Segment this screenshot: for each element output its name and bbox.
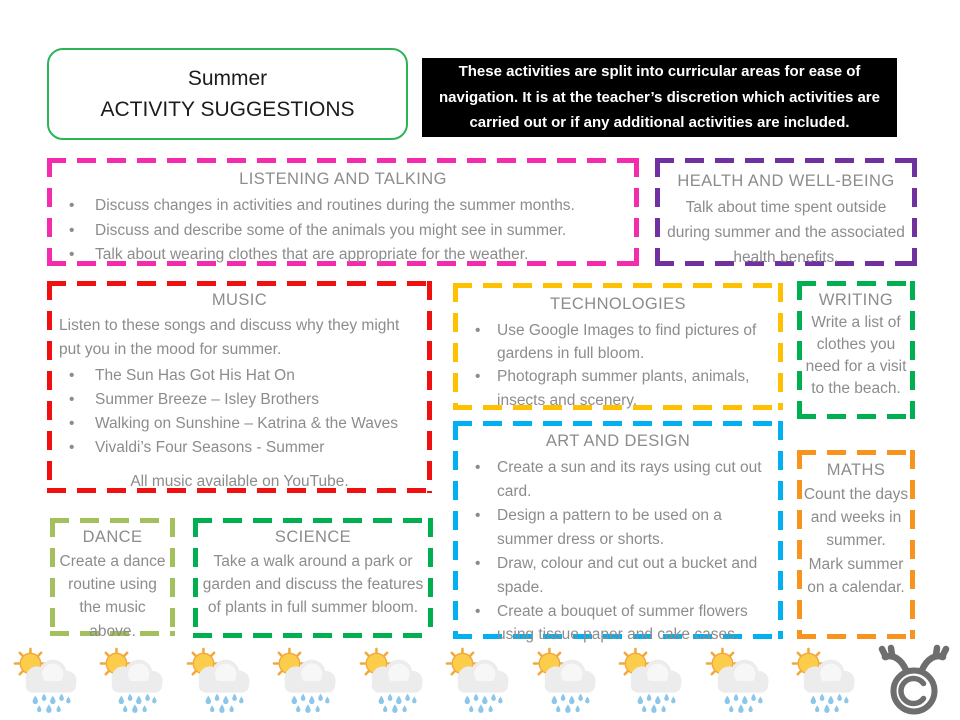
box-title: ART AND DESIGN	[545, 432, 691, 450]
technologies-box	[453, 283, 783, 410]
sun-cloud-rain-icon	[784, 646, 864, 716]
bullet-item: • Photograph summer plants, animals, insects and scenery.	[465, 365, 771, 412]
box-title: TECHNOLOGIES	[550, 295, 686, 313]
bullet-item: • Draw, colour and cut out a bucket and spade.	[465, 552, 771, 600]
sun-cloud-rain-icon	[525, 646, 605, 716]
writing-box	[797, 281, 915, 419]
bullet-item: • Talk about wearing clothes that are appropriate for the weather.	[59, 243, 627, 267]
bullet-item: • Use Google Images to find pictures of gardens in full bloom.	[465, 319, 771, 366]
box-text: Write a list of clothes you need for a visit to the beach.	[805, 314, 907, 398]
science-box	[193, 518, 433, 638]
sun-cloud-rain-icon	[179, 646, 259, 716]
maths-box	[797, 450, 915, 639]
bullet-item: • Discuss changes in activities and routines during the summer months.	[59, 194, 627, 218]
box-title: MUSIC	[211, 291, 268, 309]
sun-cloud-rain-icon	[698, 646, 778, 716]
music-box	[47, 281, 432, 493]
box-intro: Listen to these songs and discuss why they might put you in the mood for summer.	[59, 316, 400, 358]
bullet-item: • Create a bouquet of summer flowers using tissue paper and cake cases.	[465, 600, 771, 648]
sun-cloud-rain-icon	[6, 646, 86, 716]
sun-cloud-rain-icon	[438, 646, 518, 716]
bullet-item: • Walking on Sunshine – Katrina & the Waves	[59, 412, 420, 436]
health-and-well-being-box	[655, 158, 917, 266]
art-and-design-box	[453, 421, 783, 644]
box-text: Talk about time spent outside during summer and the associated health benefits.	[667, 198, 905, 266]
box-title: DANCE	[82, 528, 143, 546]
bullet-item: • Discuss and describe some of the animals you might see in summer.	[59, 219, 627, 243]
box-text: Take a walk around a park or garden and discuss the features of plants in full summer bloom.	[202, 552, 424, 617]
moose-copyright-logo	[872, 644, 956, 718]
bullet-item: • The Sun Has Got His Hat On	[59, 364, 420, 388]
music-footer-note: All music available on YouTube.	[130, 472, 349, 490]
box-title: SCIENCE	[274, 528, 352, 546]
listening-and-talking-box	[47, 158, 639, 266]
title-box	[47, 48, 408, 140]
title-line-2: ACTIVITY SUGGESTIONS	[100, 98, 355, 121]
bullet-item: • Summer Breeze – Isley Brothers	[59, 388, 420, 412]
bullet-item: • Design a pattern to be used on a summer dress or shorts.	[465, 504, 771, 552]
box-title: WRITING	[818, 291, 894, 309]
box-text: Create a dance routine using the music above.	[59, 552, 166, 640]
box-title: LISTENING AND TALKING	[239, 170, 447, 188]
bullet-item: • Vivaldi’s Four Seasons - Summer	[59, 436, 420, 460]
title-line-1: Summer	[187, 66, 268, 90]
weather-icons-row	[6, 646, 864, 716]
box-title: HEALTH AND WELL-BEING	[677, 172, 895, 190]
box-text: Count the days and weeks in summer.	[803, 485, 909, 550]
notice-box	[422, 58, 897, 137]
dance-box	[50, 518, 175, 640]
notice-text: These activities are split into curricular areas for ease of navigation. It is at the teacher’s discretion which activities are carried out or if any additional activities are included.	[439, 62, 880, 132]
sun-cloud-rain-icon	[352, 646, 432, 716]
box-title: MATHS	[826, 461, 886, 479]
sun-cloud-rain-icon	[92, 646, 172, 716]
box-text: Mark summer on a calendar.	[807, 555, 905, 596]
sun-cloud-rain-icon	[265, 646, 345, 716]
bullet-item: • Create a sun and its rays using cut out card.	[465, 456, 771, 504]
sun-cloud-rain-icon	[611, 646, 691, 716]
